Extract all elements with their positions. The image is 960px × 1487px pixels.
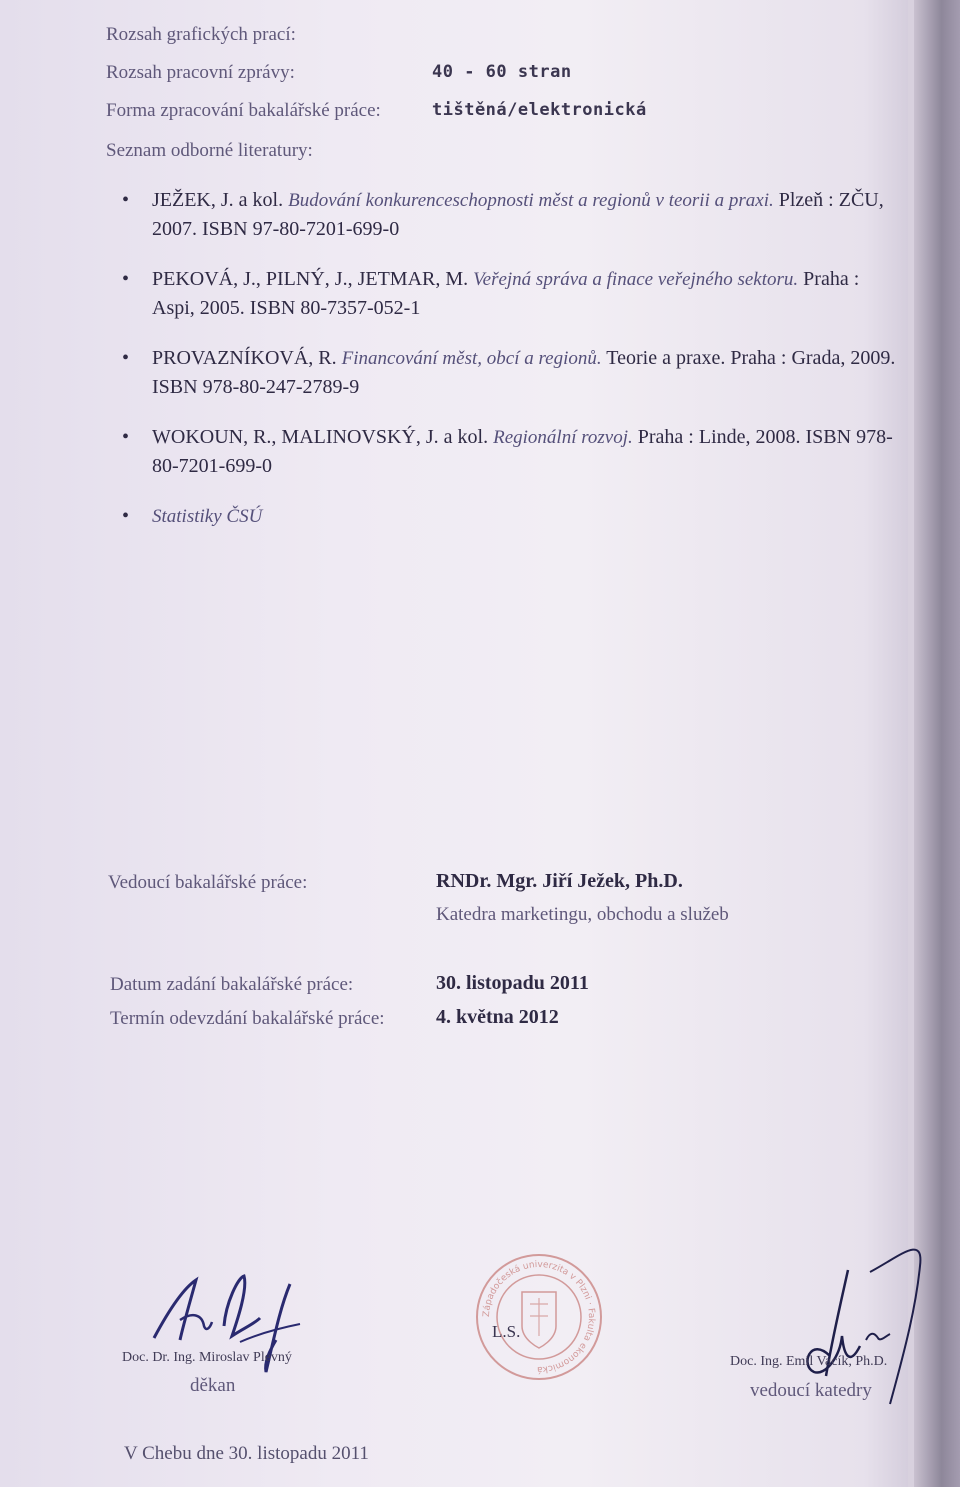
form-value: tištěná/elektronická [432,100,647,120]
reference-title: Budování konkurenceschopnosti měst a regionů v teorii a praxi. [288,190,774,211]
literature-label: Seznam odborné literatury: [106,140,313,161]
supervisor-department: Katedra marketingu, obchodu a služeb [436,904,729,925]
reference-details: Praha : Aspi, 2005. ISBN 80-7357-052-1 [152,268,860,319]
bullet: • [122,505,130,527]
report-scope-label: Rozsah pracovní zprávy: [106,62,295,83]
report-scope-value: 40 - 60 stran [432,62,572,82]
reference-title: Statistiky ČSÚ [152,506,263,527]
dean-role: děkan [190,1375,236,1396]
assigned-date-label: Datum zadání bakalářské práce: [110,974,354,995]
reference-item [122,344,902,401]
reference-details: Praha : Linde, 2008. ISBN 978-80-7201-699-0 [152,426,893,477]
bullet: • [122,426,130,448]
supervisor-label: Vedoucí bakalářské práce: [108,872,308,893]
supervisor-name: RNDr. Mgr. Jiří Ježek, Ph.D. [436,870,683,892]
stamp-label: L.S. [492,1322,521,1341]
reference-details: Plzeň : ZČU, 2007. ISBN 97-80-7201-699-0 [152,189,884,240]
reference-title: Regionální rozvoj. [493,427,633,448]
head-name: Doc. Ing. Emil Vacík, Ph.D. [730,1354,888,1369]
reference-authors: JEŽEK, J. a kol. [152,189,284,211]
reference-item [122,502,902,531]
deadline-value: 4. května 2012 [436,1006,559,1028]
dean-name: Doc. Dr. Ing. Miroslav Plevný [122,1350,292,1365]
head-role: vedoucí katedry [750,1380,872,1401]
bullet: • [122,347,130,369]
reference-title: Financování měst, obcí a regionů. [341,348,602,369]
reference-item [122,186,902,243]
svg-text:Západočeská univerzita v Plzni: Západočeská univerzita v Plzni · Fakulta ekonomická [481,1259,597,1375]
graphics-scope-label: Rozsah grafických prací: [106,24,296,45]
deadline-label: Termín odevzdání bakalářské práce: [110,1008,385,1029]
assigned-date-value: 30. listopadu 2011 [436,972,589,994]
reference-item [122,423,902,480]
reference-authors: PROVAZNÍKOVÁ, R. [152,347,337,369]
reference-title: Veřejná správa a finace veřejného sektoru. [473,269,799,290]
bullet: • [122,268,130,290]
form-label: Forma zpracování bakalářské práce: [106,100,381,121]
reference-authors: WOKOUN, R., MALINOVSKÝ, J. a kol. [152,426,489,448]
reference-list [122,186,902,553]
reference-details: Teorie a praxe. Praha : Grada, 2009. ISBN 978-80-247-2789-9 [152,347,896,398]
university-stamp-icon [474,1252,604,1382]
reference-authors: PEKOVÁ, J., PILNÝ, J., JETMAR, M. [152,268,469,290]
place-date: V Chebu dne 30. listopadu 2011 [124,1443,369,1464]
bullet: • [122,189,130,211]
reference-item [122,265,902,322]
